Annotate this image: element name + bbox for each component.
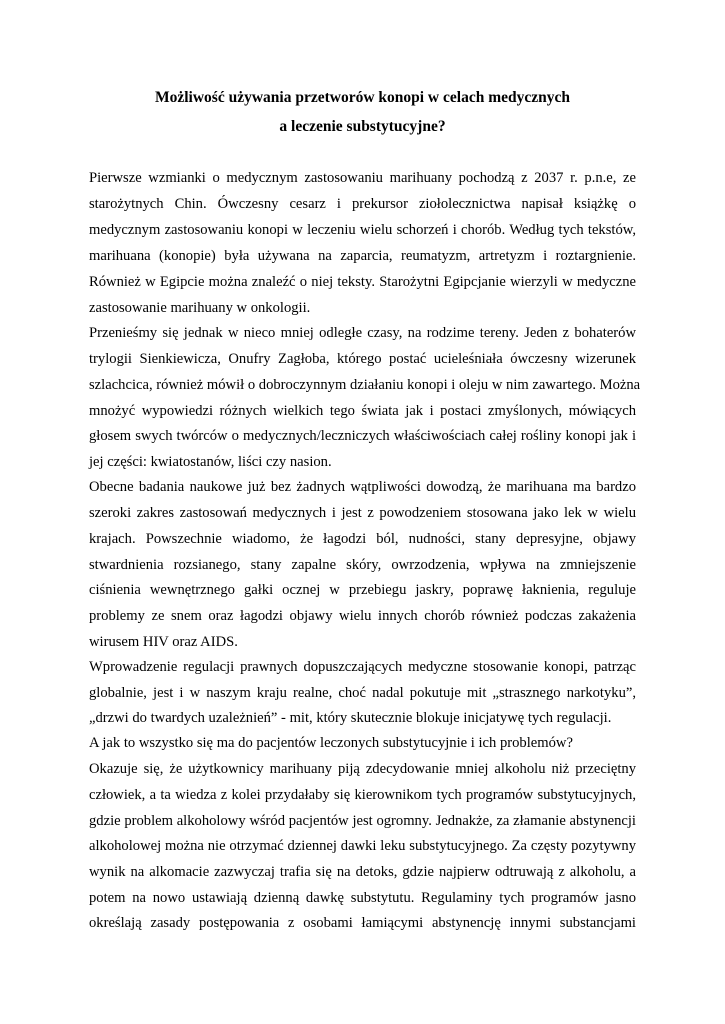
- body-text-line: A jak to wszystko się ma do pacjentów leczonych substytucyjnie i ich problemów?: [89, 735, 573, 751]
- body-text-line: Pierwsze wzmianki o medycznym zastosowaniu marihuany pochodzą z 2037 r. p.n.e, ze: [89, 170, 636, 186]
- body-text-line: gdzie problem alkoholowy wśród pacjentów jest ogromny. Jednakże, za złamanie abstynencji: [89, 813, 636, 829]
- body-text-line: wirusem HIV oraz AIDS.: [89, 634, 238, 650]
- body-text-line: Wprowadzenie regulacji prawnych dopuszczających medyczne stosowanie konopi, patrząc: [89, 659, 636, 675]
- document-title-line-2: a leczenie substytucyjne?: [279, 118, 446, 135]
- body-text-line: ciśnienia wewnętrznego gałki ocznej w przebiegu jaskry, poprawę łaknienia, reguluje: [89, 582, 636, 598]
- body-text-line: marihuana (konopie) była używana na zaparcia, reumatyzm, artretyzm i roztargnienie.: [89, 248, 636, 264]
- body-text-line: potem na nowo ustawiają dzienną dawkę substytutu. Regulaminy tych programów jasno: [89, 890, 636, 906]
- body-text-line: „drzwi do twardych uzależnień” - mit, który skutecznie blokuje inicjatywę tych regulacji.: [89, 710, 612, 726]
- body-text-line: stwardnienia rozsianego, stany zapalne skóry, owrzodzenia, wpływa na zmniejszenie: [89, 557, 636, 573]
- body-text-line: Okazuje się, że użytkownicy marihuany piją zdecydowanie mniej alkoholu niż przeciętny: [89, 761, 636, 777]
- body-text-line: głosem swych twórców o medycznych/leczniczych właściwościach całej rośliny konopi jak i: [89, 428, 636, 444]
- body-text-line: problemy ze snem oraz łagodzi objawy wielu innych chorób również podczas zakażenia: [89, 608, 636, 624]
- body-text-line: Również w Egipcie można znaleźć o niej teksty. Starożytni Egipcjanie wierzyli w medyczne: [89, 274, 636, 290]
- body-text-line: wynik na alkomacie zazwyczaj trafia się na detoks, gdzie najpierw odtruwają z alkoholu, a: [89, 864, 636, 880]
- body-text-line: mnożyć wypowiedzi różnych wielkich tego świata jak i postaci zmyślonych, mówiących: [89, 403, 636, 419]
- body-text-line: Obecne badania naukowe już bez żadnych wątpliwości dowodzą, że marihuana ma bardzo: [89, 479, 636, 495]
- body-text-line: szlachcica, również mówił o dobroczynnym działaniu konopi i oleju w nim zawartego. Można: [89, 377, 641, 393]
- body-text-line: określają zasady postępowania z osobami łamiącymi abstynencję innymi substancjami: [89, 915, 636, 931]
- body-text-line: człowiek, a ta wiedza z kolei przydałaby się kierownikom tych programów substytucyjnych,: [89, 787, 636, 803]
- body-text-line: krajach. Powszechnie wiadomo, że łagodzi ból, nudności, stany depresyjne, objawy: [89, 531, 636, 547]
- body-text-line: medycznym zastosowaniu konopi w leczeniu wielu schorzeń i chorób. Według tych tekstów,: [89, 222, 636, 238]
- body-text-line: Przenieśmy się jednak w nieco mniej odległe czasy, na rodzime tereny. Jeden z bohaterów: [89, 325, 636, 341]
- body-text-line: alkoholowej można nie otrzymać dziennej dawki leku substytucyjnego. Za częsty pozytywny: [89, 838, 636, 854]
- document-title-line-1: Możliwość używania przetworów konopi w celach medycznych: [154, 89, 570, 106]
- body-text-line: globalnie, jest i w naszym kraju realne, choć nadal pokutuje mit „strasznego narkotyku”,: [89, 685, 636, 701]
- body-text-line: starożytnych Chin. Ówczesny cesarz i prekursor ziołolecznictwa napisał książkę o: [89, 196, 636, 212]
- body-text-line: jej części: kwiatostanów, liści czy nasion.: [89, 454, 332, 470]
- body-text-line: trylogii Sienkiewicza, Onufry Zagłoba, którego postać ucieleśniała ówczesny wizerunek: [89, 351, 636, 367]
- body-text-line: zastosowanie marihuany w onkologii.: [89, 300, 311, 316]
- body-text-line: szeroki zakres zastosowań medycznych i jest z powodzeniem stosowana jako lek w wielu: [89, 505, 636, 521]
